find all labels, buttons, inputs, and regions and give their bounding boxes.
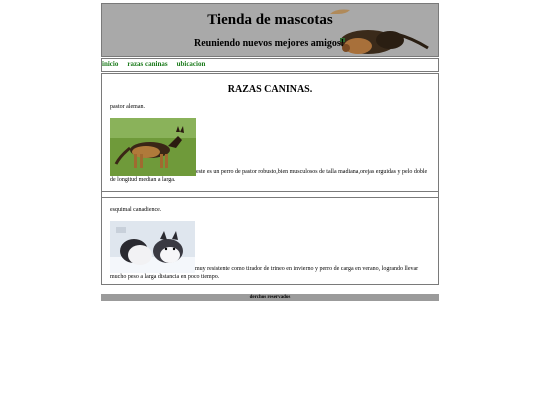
breed-description: muy resistente como tirador de trineo en invierno y perro de carga en verano, logrando llevar mucho peso a larga distancia en poco tiempo. [110, 266, 419, 280]
breed-body [110, 221, 430, 281]
site-header [101, 3, 439, 57]
site-subtitle: Reuniendo nuevos mejores amigos! [194, 38, 345, 49]
dog-banner-image [338, 28, 430, 55]
footer: derchos reservados [101, 294, 439, 301]
section-divider [102, 191, 438, 198]
breed-section [102, 103, 438, 184]
breed-description: este es un perro de pastor robusto,bien musculosos de talla madiana,orejas erguidas y pelo doble de longitud median a larga. [110, 169, 428, 183]
nav-link-razas-caninas[interactable]: razas caninas [127, 60, 168, 68]
breed-body [110, 118, 430, 184]
canadian-eskimo-dog-photo [110, 221, 195, 273]
breed-name: pastor aleman. [110, 104, 145, 110]
nav-link-ubicacion[interactable]: ubicacion [176, 60, 206, 68]
page-heading: RAZAS CANINAS. [227, 84, 313, 95]
page-container [101, 3, 439, 301]
breed-section [102, 206, 438, 281]
german-shepherd-photo [110, 118, 196, 176]
nav-bar [101, 58, 439, 72]
nav-link-inicio[interactable]: inicio [102, 60, 119, 68]
site-title: Tienda de mascotas [207, 12, 333, 28]
main-content [101, 73, 439, 285]
breed-name: esquimal canadience. [110, 207, 162, 213]
